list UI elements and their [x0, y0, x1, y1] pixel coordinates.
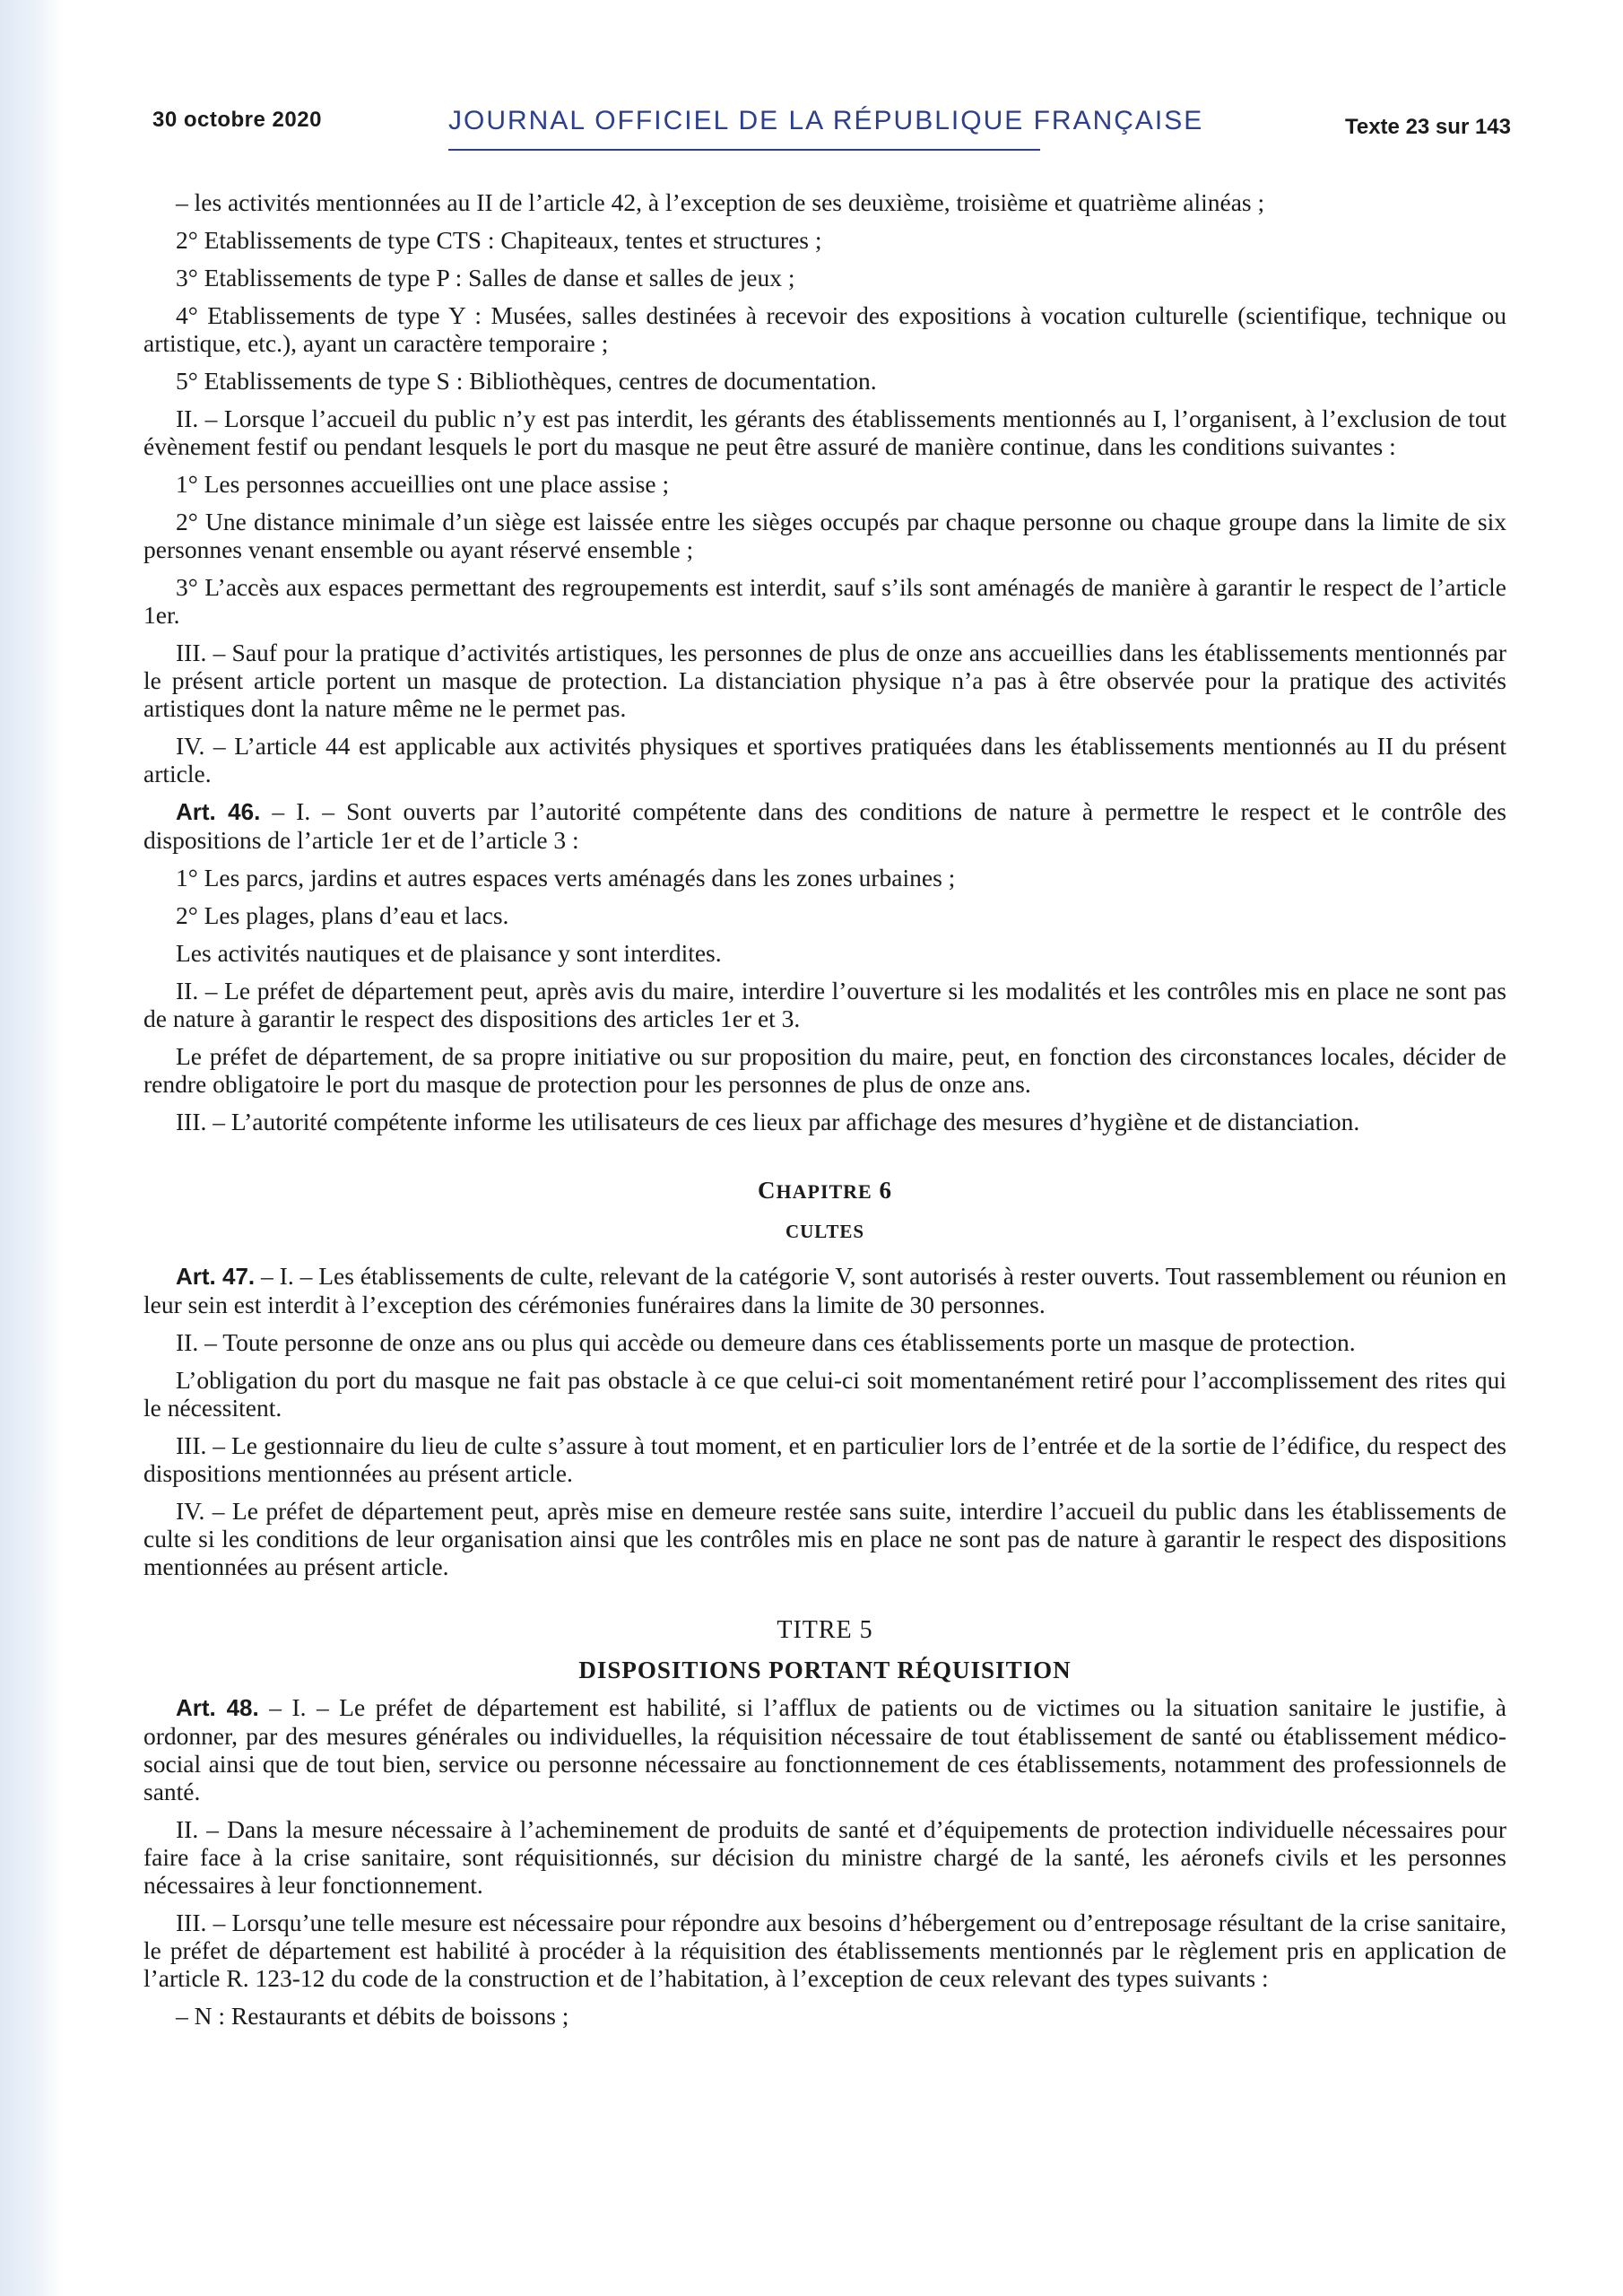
paragraph: 1° Les parcs, jardins et autres espaces verts aménagés dans les zones urbaines ;	[176, 864, 956, 891]
paragraph: L’obligation du port du masque ne fait pas obstacle à ce que celui-ci soit momentanément retiré pour l’accomplissement des rites qui le nécessitent.	[143, 1366, 1506, 1422]
paragraph: Le préfet de département, de sa propre initiative ou sur proposition du maire, peut, en fonction des circonstances locales, décider de rendre obligatoire le port du masque de protection pour les personnes de plus de onze ans.	[143, 1042, 1506, 1098]
chapter-word-rest: HAPITRE	[776, 1180, 872, 1203]
document-body	[143, 188, 1506, 2039]
paragraph: III. – L’autorité compétente informe les utilisateurs de ces lieux par affichage des mesures d’hygiène et de distanciation.	[176, 1108, 1360, 1135]
article-47-paragraph	[143, 1262, 1506, 1318]
paragraph: 5° Etablissements de type S : Bibliothèques, centres de documentation.	[176, 367, 877, 395]
paragraph: – N : Restaurants et débits de boissons ;	[176, 2002, 569, 2030]
header-page-number: Texte 23 sur 143	[1344, 115, 1511, 139]
paragraph: Les activités nautiques et de plaisance y sont interdites.	[176, 939, 722, 967]
paragraph: – les activités mentionnées au II de l’article 42, à l’exception de ses deuxième, troisième et quatrième alinéas ;	[176, 188, 1265, 216]
article-46-paragraph	[143, 797, 1506, 854]
paragraph: II. – Dans la mesure nécessaire à l’acheminement de produits de santé et d’équipements de protection individuelle nécessaires pour faire face à la crise sanitaire, sont réquisitionnés, sur décision du ministre chargé de la santé, les aéronefs civils et les personnes nécessaires à leur fonctionnement.	[143, 1815, 1506, 1899]
header-rule	[448, 149, 1040, 151]
scan-edge	[0, 0, 63, 2296]
article-label: Art. 48.	[176, 1694, 259, 1721]
header-journal-title: JOURNAL OFFICIEL DE LA RÉPUBLIQUE FRANÇAISE	[448, 106, 1204, 135]
paragraph: III. – Le gestionnaire du lieu de culte s’assure à tout moment, et en particulier lors de l’entrée et de la sortie de l’édifice, du respect des dispositions mentionnées au présent article.	[143, 1431, 1506, 1487]
article-text: – I. – Les établissements de culte, relevant de la catégorie V, sont autorisés à rester ouverts. Tout rassemblement ou réunion en leur sein est interdit à l’exception des cérémonies funéraires dans la limite de 30 personnes.	[143, 1262, 1506, 1318]
paragraph: II. – Le préfet de département peut, après avis du maire, interdire l’ouverture si les modalités et les contrôles mis en place ne sont pas de nature à garantir le respect des dispositions des articles 1er et 3.	[143, 977, 1506, 1032]
header-date: 30 octobre 2020	[152, 108, 322, 132]
article-text: – I. – Le préfet de département est habilité, si l’afflux de patients ou de victimes ou la situation sanitaire le justifie, à ordonner, par des mesures générales ou individuelles, la réquisition nécessaire de tout établissement de santé ou établissement médico-social ainsi que de tout bien, service ou personne nécessaire au fonctionnement de ces établissements, notamment des professionnels de santé.	[143, 1693, 1506, 1805]
titre-heading: TITRE 5	[777, 1616, 873, 1644]
page-header	[152, 99, 1511, 152]
chapter-title: CULTES	[785, 1221, 865, 1242]
paragraph: IV. – L’article 44 est applicable aux activités physiques et sportives pratiquées dans les établissements mentionnés au II du présent article.	[143, 732, 1506, 787]
titre-name: DISPOSITIONS PORTANT RÉQUISITION	[578, 1657, 1072, 1683]
article-text: – I. – Sont ouverts par l’autorité compétente dans des conditions de nature à permettre le respect et le contrôle des dispositions de l’article 1er et de l’article 3 :	[143, 797, 1506, 854]
article-48-paragraph	[143, 1693, 1506, 1805]
paragraph: IV. – Le préfet de département peut, après mise en demeure restée sans suite, interdire l’accueil du public dans les établissements de culte si les conditions de leur organisation ainsi que les contrôles mis en place ne sont pas de nature à garantir le respect des dispositions mentionnées au présent article.	[143, 1497, 1506, 1580]
paragraph: 2° Etablissements de type CTS : Chapiteaux, tentes et structures ;	[176, 226, 822, 254]
paragraph: 3° L’accès aux espaces permettant des regroupements est interdit, sauf s’ils sont aménagés de manière à garantir le respect de l’article 1er.	[143, 573, 1506, 629]
paragraph: II. – Lorsque l’accueil du public n’y est pas interdit, les gérants des établissements mentionnés au I, l’organisent, à l’exclusion de tout évènement festif ou pendant lesquels le port du masque ne peut être assuré de manière continue, dans les conditions suivantes :	[143, 404, 1506, 460]
chapter-word-initial: C	[758, 1177, 777, 1204]
paragraph: 3° Etablissements de type P : Salles de danse et salles de jeux ;	[176, 264, 795, 291]
paragraph: II. – Toute personne de onze ans ou plus qui accède ou demeure dans ces établissements porte un masque de protection.	[176, 1328, 1356, 1356]
paragraph: III. – Lorsqu’une telle mesure est nécessaire pour répondre aux besoins d’hébergement ou d’entreposage résultant de la crise sanitaire, le préfet de département est habilité à procéder à la réquisition des établissements mentionnés par le règlement pris en application de l’article R. 123-12 du code de la construction et de l’habitation, à l’exception de ceux relevant des types suivants :	[143, 1909, 1506, 1992]
paragraph: 2° Une distance minimale d’un siège est laissée entre les sièges occupés par chaque personne ou chaque groupe dans la limite de six personnes venant ensemble ou ayant réservé ensemble ;	[143, 508, 1506, 563]
paragraph: 1° Les personnes accueillies ont une place assise ;	[176, 470, 670, 498]
article-label: Art. 46.	[176, 798, 261, 825]
chapter-number: 6	[879, 1177, 892, 1204]
paragraph: 2° Les plages, plans d’eau et lacs.	[176, 901, 509, 929]
paragraph: 4° Etablissements de type Y : Musées, salles destinées à recevoir des expositions à vocation culturelle (scientifique, technique ou artistique, etc.), ayant un caractère temporaire ;	[143, 301, 1506, 357]
chapter-heading	[143, 1177, 1506, 1205]
article-label: Art. 47.	[176, 1263, 256, 1290]
paragraph: III. – Sauf pour la pratique d’activités artistiques, les personnes de plus de onze ans accueillies dans les établissements mentionnés par le présent article portent un masque de protection. La distanciation physique n’a pas à être observée pour la pratique des activités artistiques dont la nature même ne le permet pas.	[143, 639, 1506, 722]
